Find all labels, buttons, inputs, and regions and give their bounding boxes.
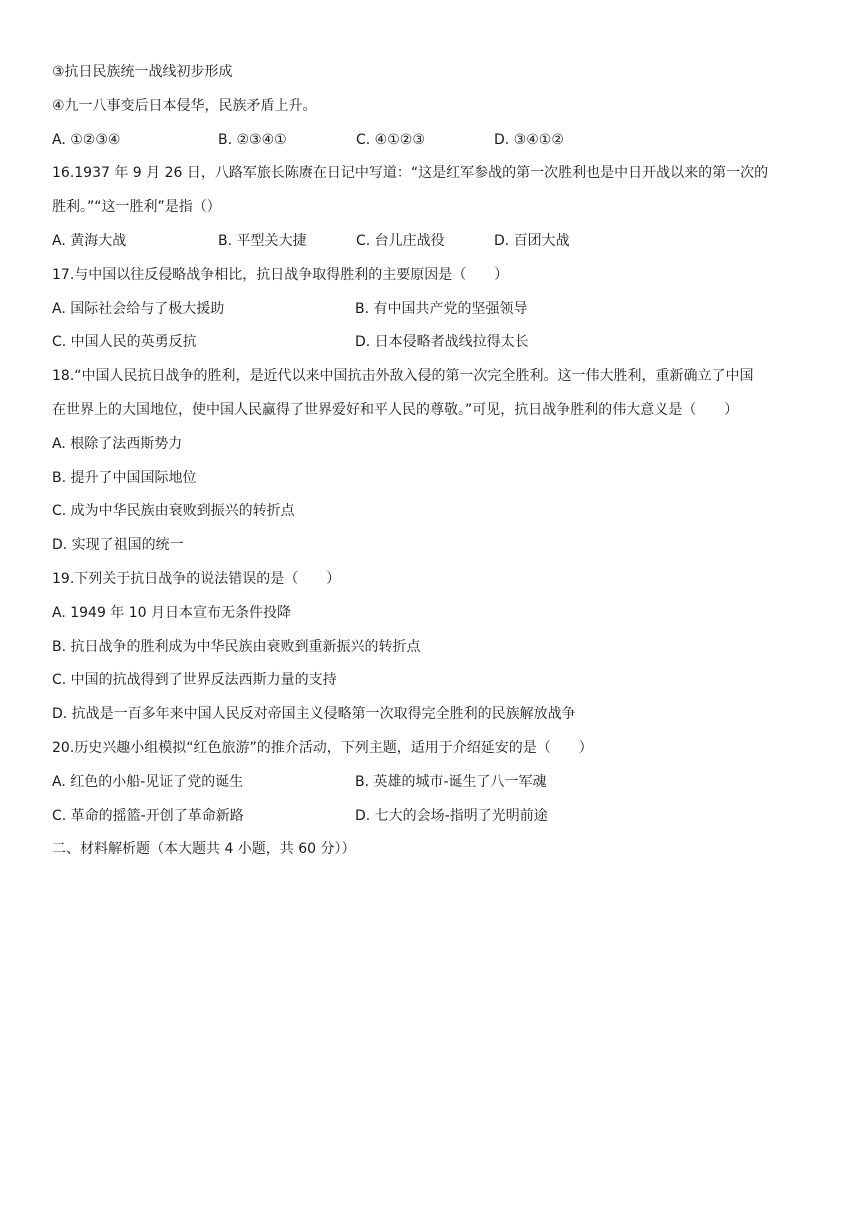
q16-option-d[interactable]: D. 百团大战 xyxy=(494,232,570,249)
q15-option-c[interactable]: C. ④①②③ xyxy=(356,131,425,148)
q17-options-row2 xyxy=(52,326,812,360)
q20-options-row2 xyxy=(52,800,812,834)
q16-option-b[interactable]: B. 平型关大捷 xyxy=(218,232,307,249)
q19-option-b[interactable]: B. 抗日战争的胜利成为中华民族由衰败到重新振兴的转折点 xyxy=(52,638,421,655)
q18-stem-line2: 在世界上的大国地位，使中国人民赢得了世界爱好和平人民的尊敬。”可见，抗日战争胜利的伟大意义是（ ） xyxy=(52,401,739,418)
q20-option-d[interactable]: D. 七大的会场-指明了光明前途 xyxy=(355,807,548,824)
q20-option-b[interactable]: B. 英雄的城市-诞生了八一军魂 xyxy=(355,773,547,790)
q17-option-d[interactable]: D. 日本侵略者战线拉得太长 xyxy=(355,334,529,351)
q20-option-a[interactable]: A. 红色的小船-见证了党的诞生 xyxy=(52,773,244,790)
q18-option-d[interactable]: D. 实现了祖国的统一 xyxy=(52,537,184,554)
q16-option-a[interactable]: A. 黄海大战 xyxy=(52,232,127,249)
sequence-item-4: ④九一八事变后日本侵华，民族矛盾上升。 xyxy=(52,97,317,114)
q15-option-d[interactable]: D. ③④①② xyxy=(494,131,564,148)
q19-option-a[interactable]: A. 1949 年 10 月日本宣布无条件投降 xyxy=(52,604,292,621)
q20-stem: 20.历史兴趣小组模拟“红色旅游”的推介活动，下列主题，适用于介绍延安的是（ ） xyxy=(52,739,593,756)
q20-options-row1 xyxy=(52,766,812,800)
q19-option-c[interactable]: C. 中国的抗战得到了世界反法西斯力量的支持 xyxy=(52,672,337,689)
q16-stem-line2: 胜利。”“这一胜利”是指（） xyxy=(52,199,221,216)
exam-page xyxy=(52,56,812,867)
q17-option-a[interactable]: A. 国际社会给与了极大援助 xyxy=(52,300,225,317)
q16-option-c[interactable]: C. 台儿庄战役 xyxy=(356,232,445,249)
q20-option-c[interactable]: C. 革命的摇篮-开创了革命新路 xyxy=(52,807,244,824)
q17-stem: 17.与中国以往反侵略战争相比，抗日战争取得胜利的主要原因是（ ） xyxy=(52,266,509,283)
q18-option-a[interactable]: A. 根除了法西斯势力 xyxy=(52,435,183,452)
q16-options xyxy=(52,225,812,259)
q18-option-b[interactable]: B. 提升了中国国际地位 xyxy=(52,469,197,486)
q17-option-c[interactable]: C. 中国人民的英勇反抗 xyxy=(52,334,197,351)
q16-stem-line1: 16.1937 年 9 月 26 日，八路军旅长陈赓在日记中写道：“这是红军参战的第一次胜利也是中日开战以来的第一次的 xyxy=(52,165,769,182)
q18-stem-line1: 18.“中国人民抗日战争的胜利，是近代以来中国抗击外敌入侵的第一次完全胜利。这一伟大胜利，重新确立了中国 xyxy=(52,368,754,385)
q15-options xyxy=(52,124,812,158)
q17-options-row1 xyxy=(52,293,812,327)
q19-stem: 19.下列关于抗日战争的说法错误的是（ ） xyxy=(52,570,341,587)
q15-option-b[interactable]: B. ②③④① xyxy=(218,131,287,148)
q17-option-b[interactable]: B. 有中国共产党的坚强领导 xyxy=(355,300,528,317)
sequence-item-3: ③抗日民族统一战线初步形成 xyxy=(52,64,233,80)
q15-option-a[interactable]: A. ①②③④ xyxy=(52,131,121,148)
section-heading: 二、材料解析题（本大题共 4 小题，共 60 分）） xyxy=(52,841,356,858)
q18-option-c[interactable]: C. 成为中华民族由衰败到振兴的转折点 xyxy=(52,503,295,520)
q19-option-d[interactable]: D. 抗战是一百多年来中国人民反对帝国主义侵略第一次取得完全胜利的民族解放战争 xyxy=(52,706,576,723)
